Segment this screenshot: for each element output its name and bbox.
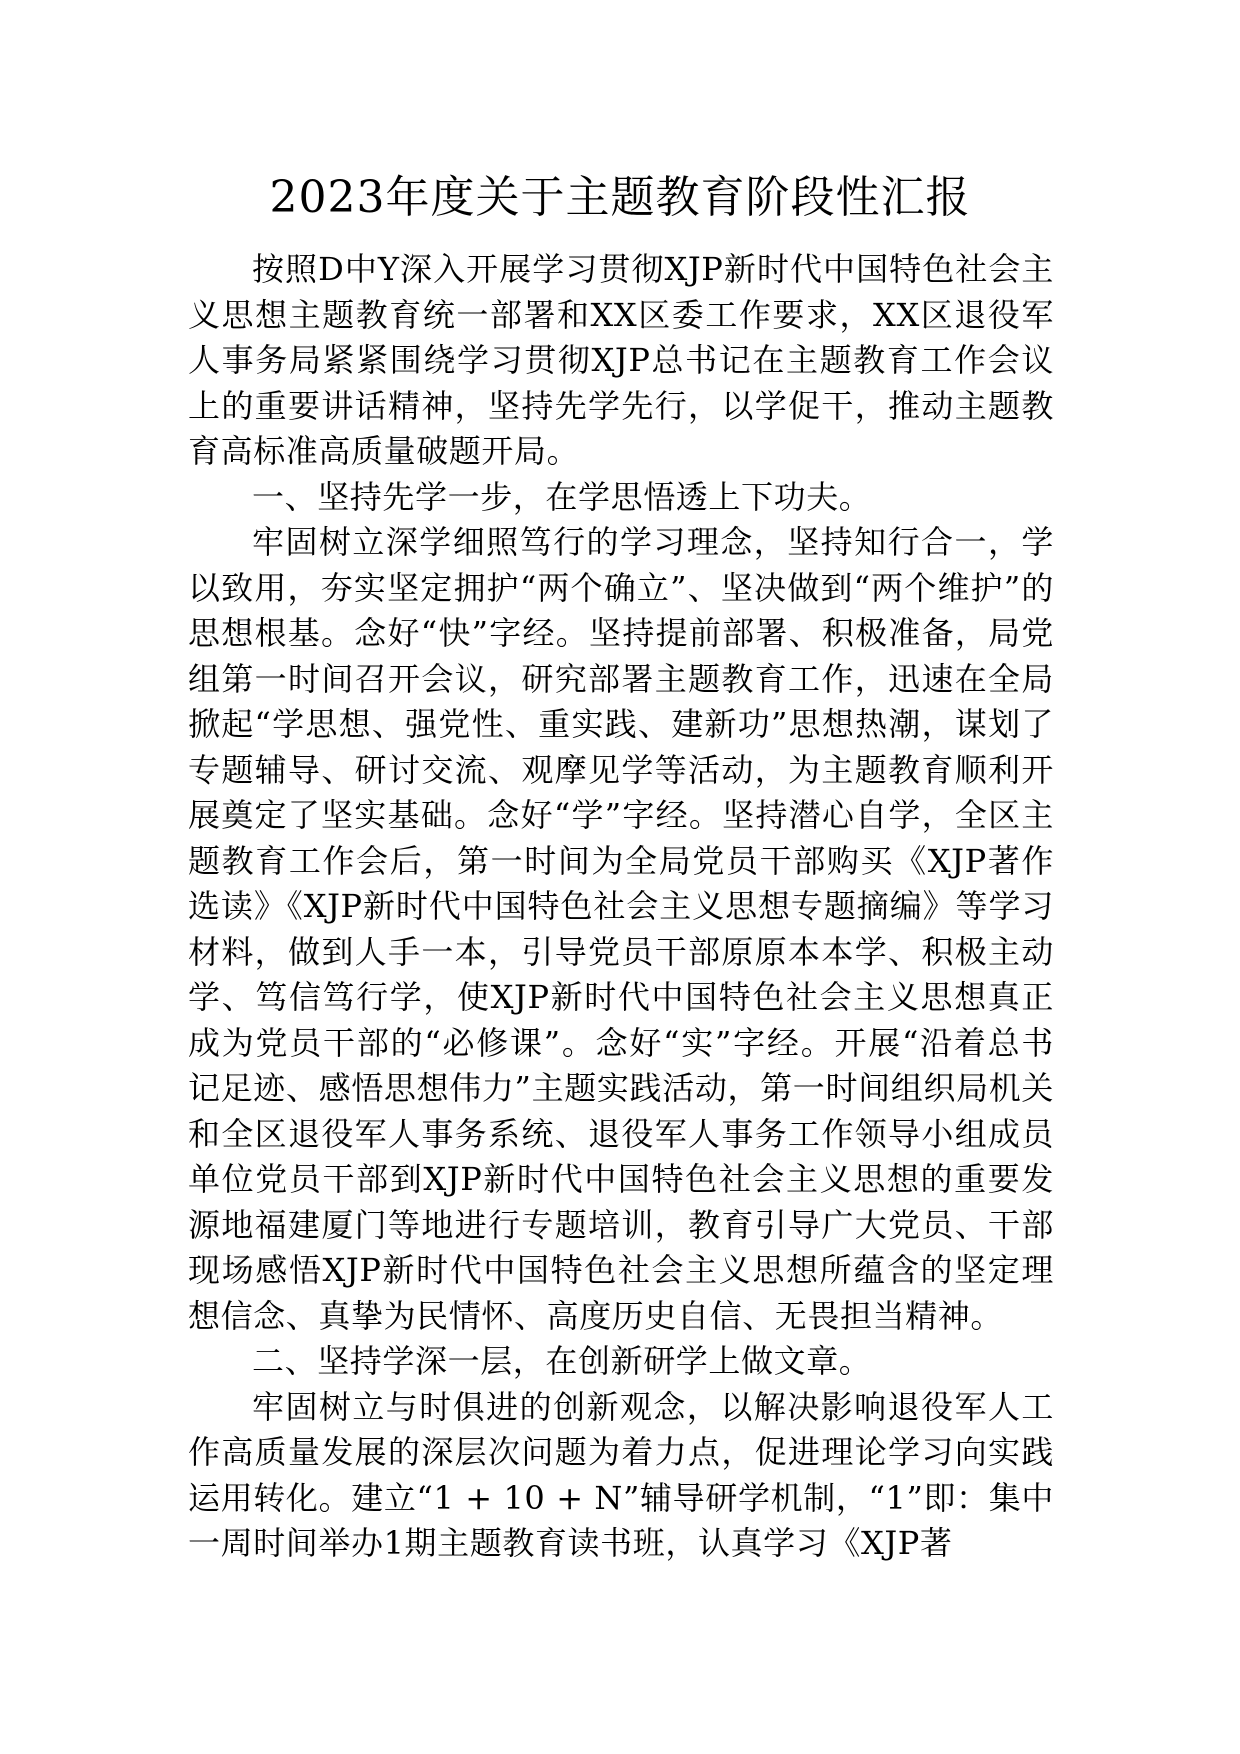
intro-paragraph: 按照D中Y深入开展学习贯彻XJP新时代中国特色社会主义思想主题教育统一部署和XX区委工作要求，XX区退役军人事务局紧紧围绕学习贯彻XJP总书记在主题教育工作会议上的重要讲话精神，坚持先学先行，以学促干，推动主题教育高标准高质量破题开局。 xyxy=(188,250,1054,470)
section-2-paragraph: 牢固树立与时俱进的创新观念，以解决影响退役军人工作高质量发展的深层次问题为着力点，促进理论学习向实践运用转化。建立“1 + 10 + N”辅导研学机制，“1”即：集中一周时间举办1期主题教育读书班，认真学习《XJP著 xyxy=(188,1387,1054,1562)
document-body xyxy=(188,247,1054,1567)
section-heading-2: 二、坚持学深一层，在创新研学上做文章。 xyxy=(252,1342,872,1380)
section-1-paragraph: 牢固树立深学细照笃行的学习理念，坚持知行合一，学以致用，夯实坚定拥护“两个确立”、坚决做到“两个维护”的思想根基。念好“快”字经。坚持提前部署、积极准备，局党组第一时间召开会议，研究部署主题教育工作，迅速在全局掀起“学思想、强党性、重实践、建新功”思想热潮，谋划了专题辅导、研讨交流、观摩见学等活动，为主题教育顺利开展奠定了坚实基础。念好“学”字经。坚持潜心自学，全区主题教育工作会后，第一时间为全局党员干部购买《XJP著作选读》《XJP新时代中国特色社会主义思想专题摘编》等学习材料，做到人手一本，引导党员干部原原本本学、积极主动学、笃信笃行学，使XJP新时代中国特色社会主义思想真正成为党员干部的“必修课”。念好“实”字经。开展“沿着总书记足迹、感悟思想伟力”主题实践活动，第一时间组织局机关和全区退役军人事务系统、退役军人事务工作领导小组成员单位党员干部到XJP新时代中国特色社会主义思想的重要发源地福建厦门等地进行专题培训，教育引导广大党员、干部现场感悟XJP新时代中国特色社会主义思想所蕴含的坚定理想信念、真挚为民情怀、高度历史自信、无畏担当精神。 xyxy=(188,523,1054,1335)
section-heading-1: 一、坚持先学一步，在学思悟透上下功夫。 xyxy=(252,477,872,516)
document-title: 2023年度关于主题教育阶段性汇报 xyxy=(269,172,971,223)
